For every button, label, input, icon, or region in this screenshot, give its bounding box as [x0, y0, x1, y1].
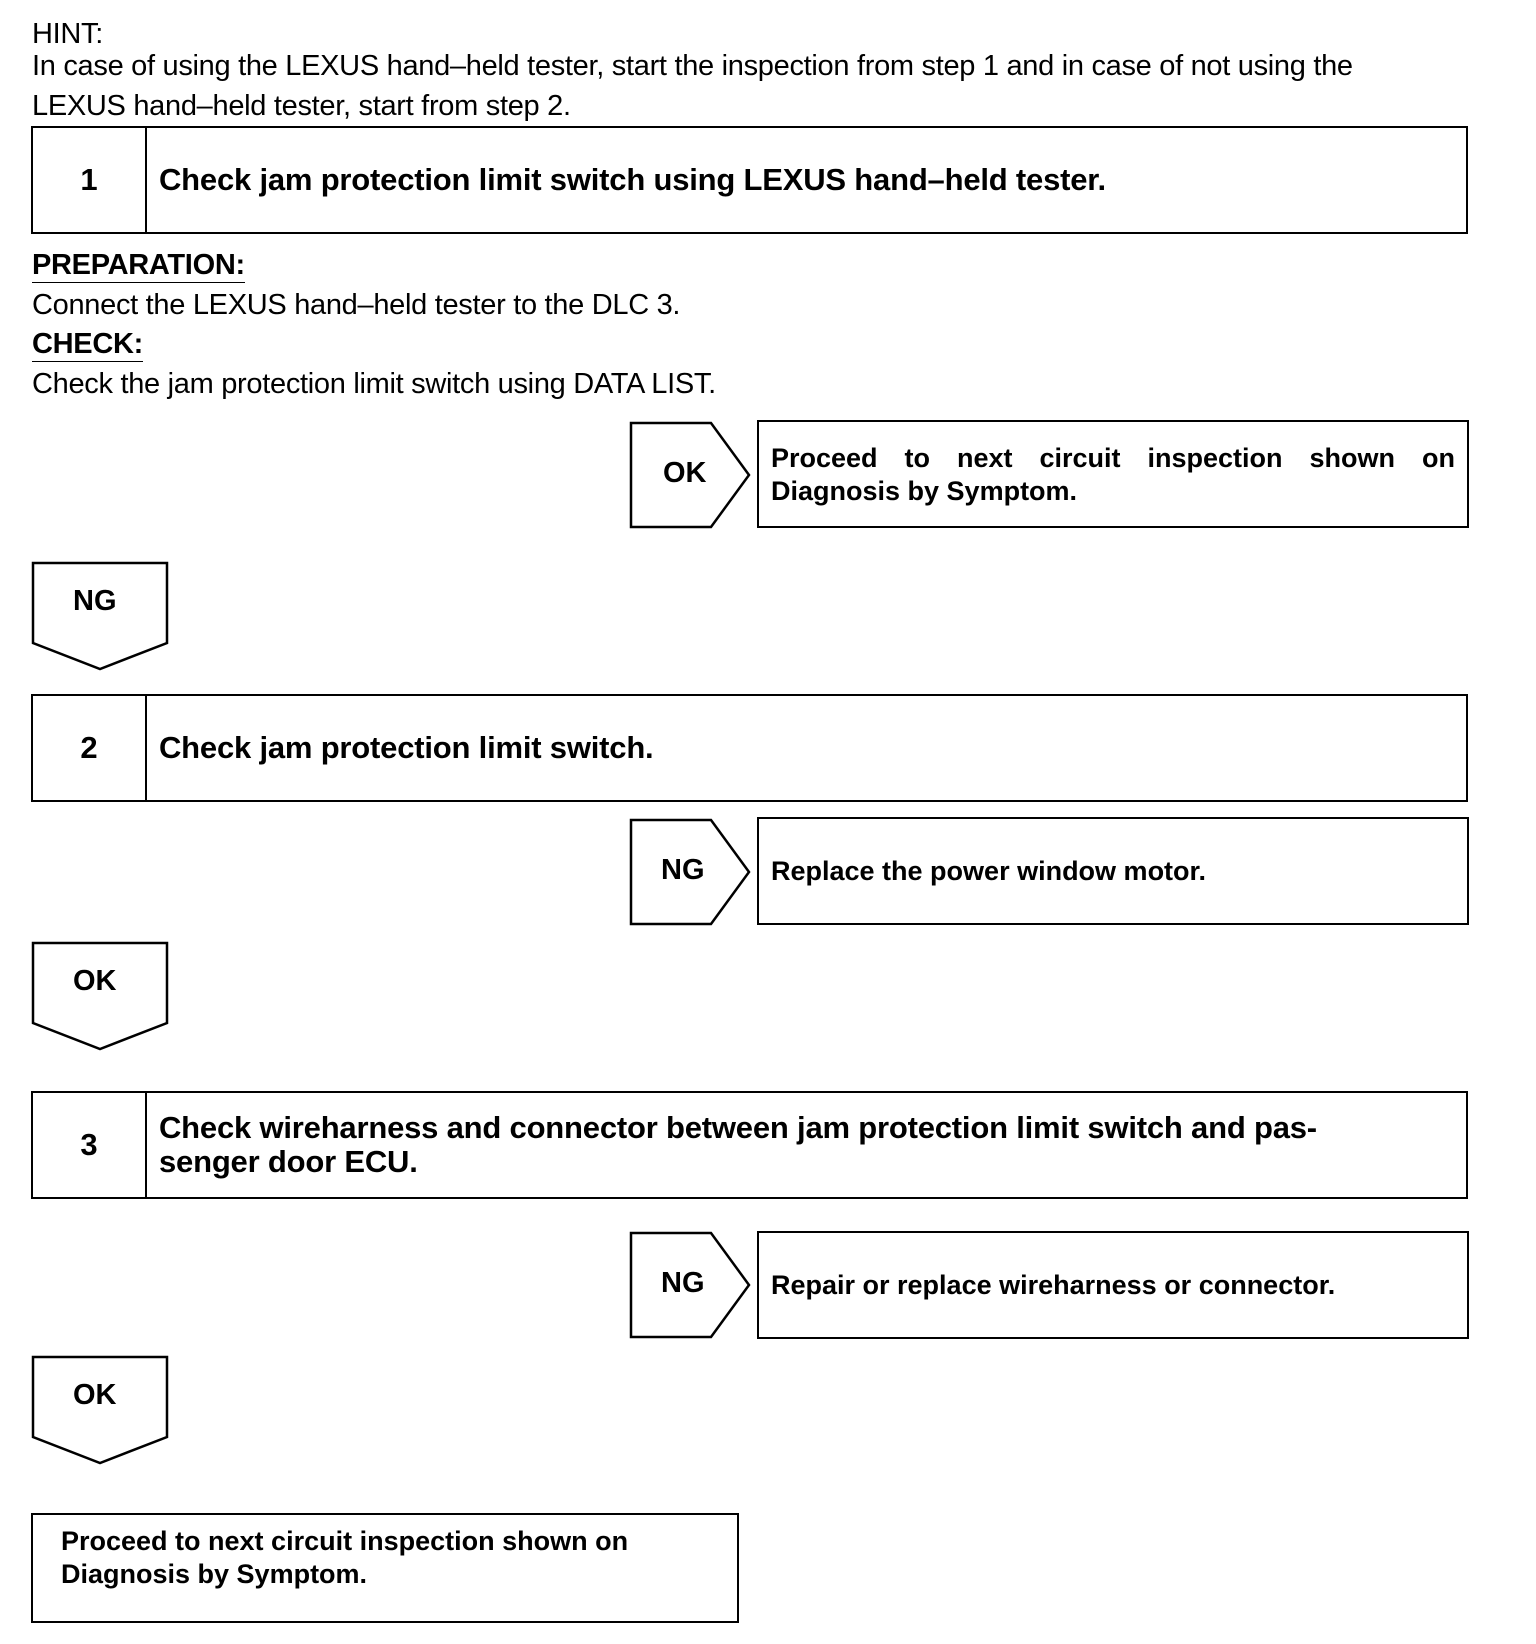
step-2-ok-label: OK [73, 965, 117, 997]
step-1-ok-result-line2: Diagnosis by Symptom. [771, 476, 1078, 506]
hint-text-line2: LEXUS hand–held tester, start from step 2. [32, 90, 571, 122]
step-3-title [147, 1093, 1466, 1197]
step-2-ok-arrow [31, 941, 169, 1051]
check-text: Check the jam protection limit switch using DATA LIST. [32, 368, 716, 400]
step-2-ng-result: Replace the power window motor. [757, 817, 1469, 925]
step-2-title: Check jam protection limit switch. [159, 730, 654, 765]
final-result-box [31, 1513, 739, 1623]
step-2-box [31, 694, 1468, 802]
final-result-line2: Diagnosis by Symptom. [61, 1559, 368, 1589]
step-3-ok-label: OK [73, 1379, 117, 1411]
step-3-title-line2: senger door ECU. [159, 1144, 418, 1179]
step-3-number: 3 [33, 1093, 147, 1197]
step-1-ng-arrow [31, 561, 169, 671]
step-3-ok-arrow [31, 1355, 169, 1465]
step-1-ok-result [757, 420, 1469, 528]
check-label: CHECK: [32, 328, 143, 360]
step-3-box [31, 1091, 1468, 1199]
final-result-line1: Proceed to next circuit inspection shown on [61, 1526, 629, 1556]
step-3-ng-label: NG [661, 1267, 705, 1299]
preparation-text: Connect the LEXUS hand–held tester to the DLC 3. [32, 289, 681, 321]
hint-label: HINT: [32, 18, 104, 50]
step-1-ok-label: OK [663, 457, 707, 489]
step-2-number: 2 [33, 696, 147, 800]
step-3-title-line1: Check wireharness and connector between jam protection limit switch and pas- [159, 1110, 1317, 1145]
preparation-label: PREPARATION: [32, 249, 245, 281]
step-3-ng-arrow [629, 1231, 753, 1339]
step-1-title: Check jam protection limit switch using LEXUS hand–held tester. [159, 162, 1106, 197]
step-1-ok-arrow [629, 421, 753, 529]
step-1-ok-result-line1: Proceed to next circuit inspection shown on [771, 443, 1455, 473]
step-1-number: 1 [33, 128, 147, 232]
step-3-ng-result: Repair or replace wireharness or connector. [757, 1231, 1469, 1339]
step-1-box [31, 126, 1468, 234]
step-1-ng-label: NG [73, 585, 117, 617]
step-2-ng-arrow [629, 818, 753, 926]
hint-text-line1: In case of using the LEXUS hand–held tester, start the inspection from step 1 and in case of not using the [32, 50, 1353, 82]
step-2-ng-label: NG [661, 854, 705, 886]
